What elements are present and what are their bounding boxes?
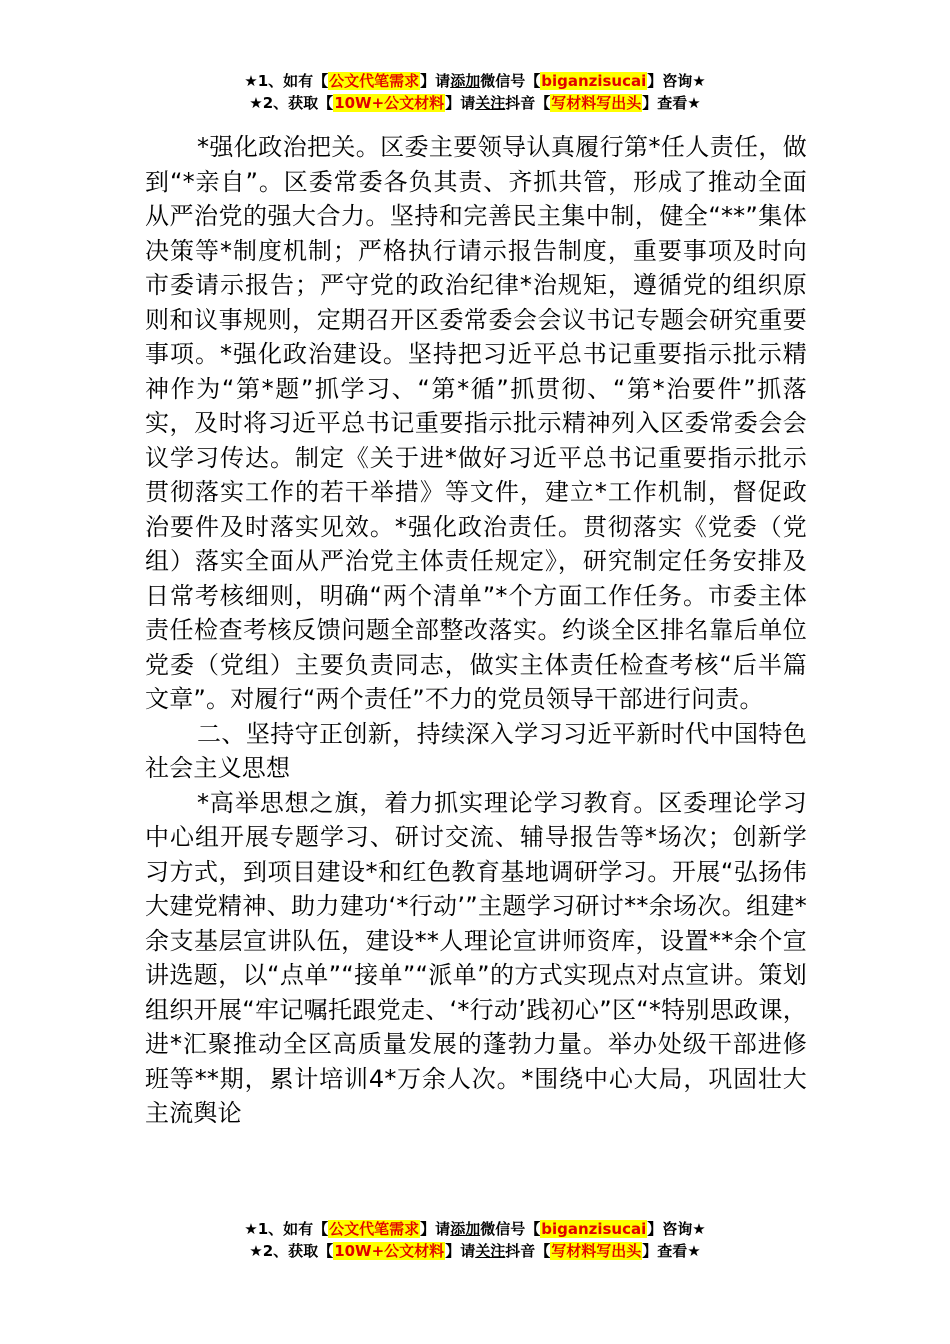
banner-line-2: ★2、获取【10W+公文材料】请关注抖音【写材料写出头】查看★ [249, 1242, 701, 1260]
banner-highlight-materials: 10W+公文材料 [334, 1242, 445, 1260]
banner-highlight-douyin: 写材料写出头 [551, 94, 642, 112]
paragraph-political-oversight: *强化政治把关。区委主要领导认真履行第*任人责任，做到“*亲自”。区委常委各负其责、齐抓共管，形成了推动全面从严治党的强大合力。坚持和完善民主集中制，健全“**”集体决策等*制度机制；严格执行请示报告制度，重要事项及时向市委请示报告；严守党的政治纪律*治规矩，遵循党的组织原则和议事规则，定期召开区委常委会会议书记专题会研究重要事项。*强化政治建设。坚持把习近平总书记重要指示批示精神作为“第*题”抓学习、“第*循”抓贯彻、“第*治要件”抓落实，及时将习近平总书记重要指示批示精神列入区委常委会会议学习传达。制定《关于进*做好习近平总书记重要指示批示贯彻落实工作的若干举措》等文件，建立*工作机制，督促政治要件及时落实见效。*强化政治责任。贯彻落实《党委（党组）落实全面从严治党主体责任规定》，研究制定任务安排及日常考核细则，明确“两个清单”*个方面工作任务。市委主体责任检查考核反馈问题全部整改落实。约谈全区排名靠后单位党委（党组）主要负责同志，做实主体责任检查考核“后半篇文章”。对履行“两个责任”不力的党员领导干部进行问责。 [145, 133, 807, 713]
banner-highlight-service: 公文代笔需求 [329, 1220, 420, 1238]
banner-highlight-materials: 10W+公文材料 [334, 94, 445, 112]
document-body [145, 130, 807, 1131]
footer-banner [0, 1218, 950, 1262]
section-heading-2: 二、坚持守正创新，持续深入学习习近平新时代中国特色社会主义思想 [145, 719, 807, 782]
header-banner [0, 70, 950, 114]
banner-highlight-douyin: 写材料写出头 [551, 1242, 642, 1260]
banner-highlight-wechat: biganzisucai [541, 72, 647, 90]
paragraph-theory-study: *高举思想之旗，着力抓实理论学习教育。区委理论学习中心组开展专题学习、研讨交流、辅导报告等*场次；创新学习方式，到项目建设*和红色教育基地调研学习。开展“弘扬伟大建党精神、助力建功‘*行动’”主题学习研讨**余场次。组建*余支基层宣讲队伍，建设**人理论宣讲师资库，设置**余个宣讲选题，以“点单”“接单”“派单”的方式实现点对点宣讲。策划组织开展“牢记嘱托跟党走、‘*行动’践初心”区“*特别思政课，进*汇聚推动全区高质量发展的蓬勃力量。举办处级干部进修班等**期，累计培训4*万余人次。*围绕中心大局，巩固壮大主流舆论 [145, 788, 807, 1127]
banner-highlight-service: 公文代笔需求 [329, 72, 420, 90]
banner-line-1: ★1、如有【公文代笔需求】请添加微信号【biganzisucai】咨询★ [244, 72, 706, 90]
banner-highlight-wechat: biganzisucai [541, 1220, 647, 1238]
banner-line-1: ★1、如有【公文代笔需求】请添加微信号【biganzisucai】咨询★ [244, 1220, 706, 1238]
banner-line-2: ★2、获取【10W+公文材料】请关注抖音【写材料写出头】查看★ [249, 94, 701, 112]
